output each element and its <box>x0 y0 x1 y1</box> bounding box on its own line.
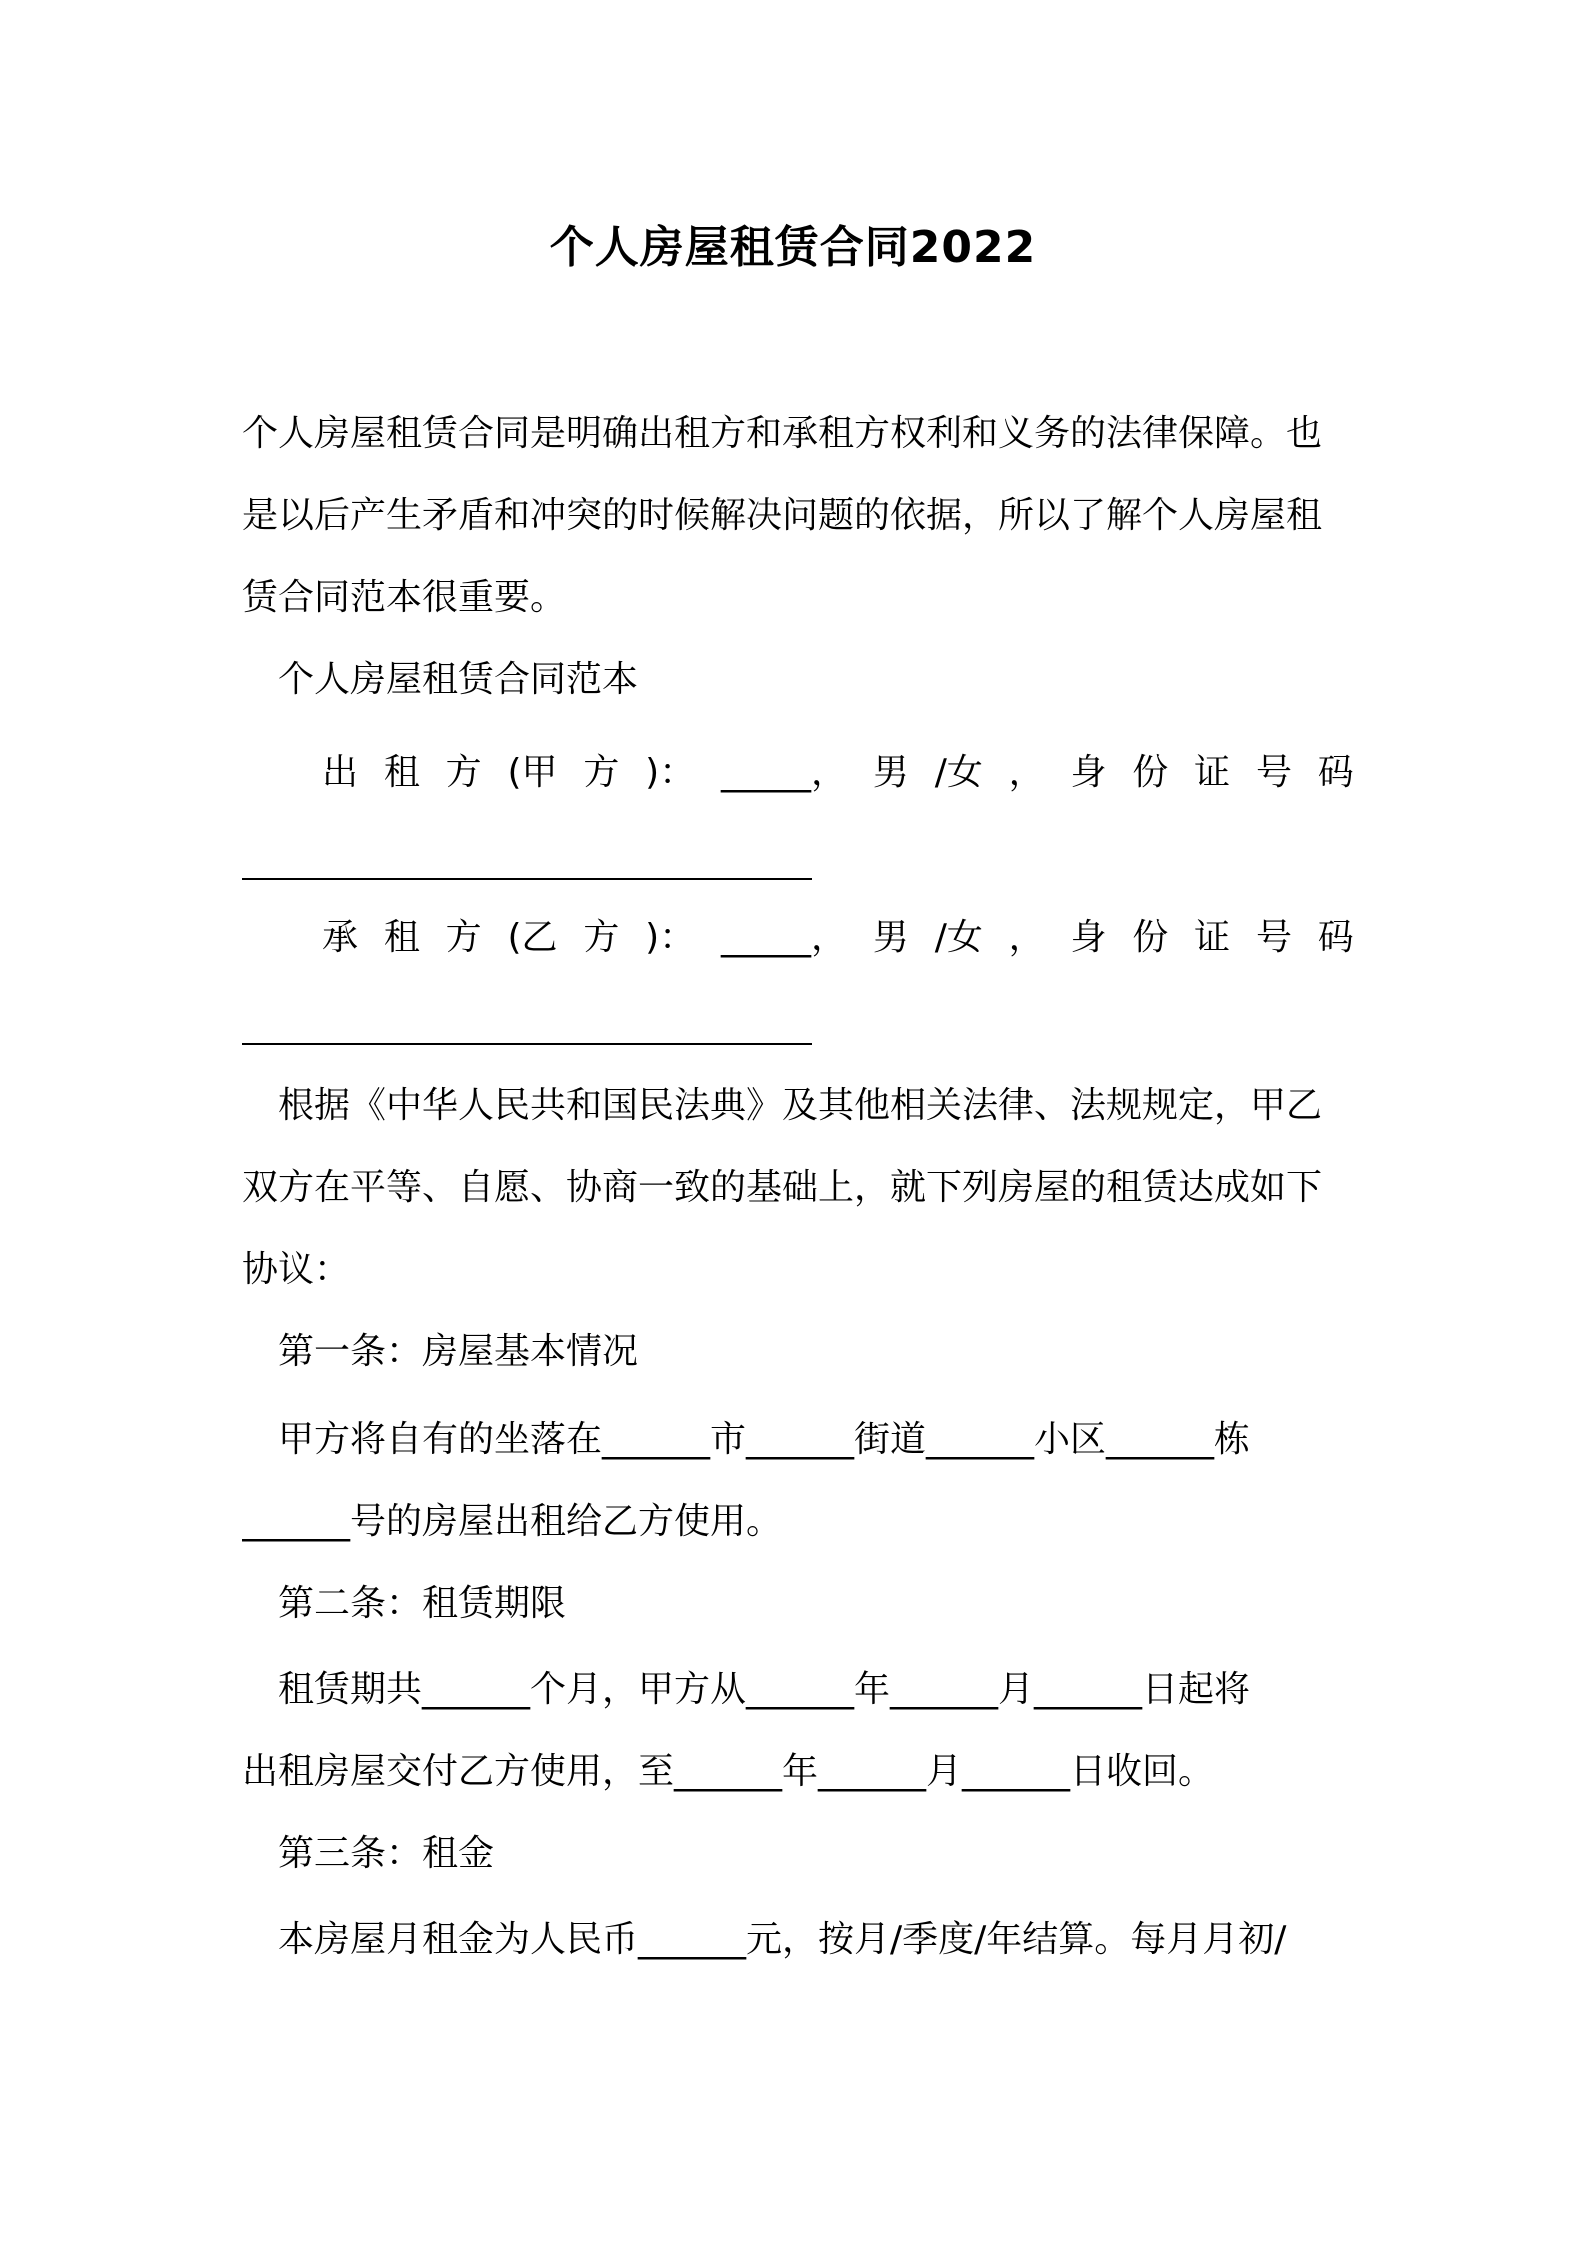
basis-line-1: 根据《中华人民共和国民法典》及其他相关法律、法规规定，甲乙 <box>278 1085 1323 1126</box>
article-3-line-1: 本房屋月租金为人民币______元，按月/季度/年结算。每月月初/ <box>278 1919 1287 1960</box>
article-2-heading: 第二条：租赁期限 <box>278 1583 567 1624</box>
intro-line-2: 是以后产生矛盾和冲突的时候解决问题的依据，所以了解个人房屋租 <box>242 495 1323 536</box>
article-1-line-2: ______号的房屋出租给乙方使用。 <box>242 1501 783 1542</box>
basis-line-2: 双方在平等、自愿、协商一致的基础上，就下列房屋的租赁达成如下 <box>242 1167 1323 1208</box>
basis-line-3: 协议： <box>242 1249 351 1290</box>
article-2-line-1: 租赁期共______个月，甲方从______年______月______日起将 <box>278 1669 1251 1710</box>
template-subtitle: 个人房屋租赁合同范本 <box>278 659 639 700</box>
lessor-id-blank <box>242 878 812 880</box>
lessee-id-blank <box>242 1043 812 1045</box>
lessor-line: 出 租 方 (甲 方 )： _____， 男 /女 ， 身 份 证 号 码 <box>322 752 1354 793</box>
article-1-heading: 第一条：房屋基本情况 <box>278 1331 639 1372</box>
intro-line-1: 个人房屋租赁合同是明确出租方和承租方权利和义务的法律保障。也 <box>242 413 1323 454</box>
article-2-line-2: 出租房屋交付乙方使用，至______年______月______日收回。 <box>242 1751 1215 1792</box>
intro-line-3: 赁合同范本很重要。 <box>242 577 567 618</box>
lessee-line: 承 租 方 (乙 方 )： _____， 男 /女 ， 身 份 证 号 码 <box>322 917 1354 958</box>
article-1-line-1: 甲方将自有的坐落在______市______街道______小区______栋 <box>278 1419 1251 1460</box>
article-3-heading: 第三条：租金 <box>278 1833 495 1874</box>
document-title: 个人房屋租赁合同2022 <box>549 222 1037 273</box>
